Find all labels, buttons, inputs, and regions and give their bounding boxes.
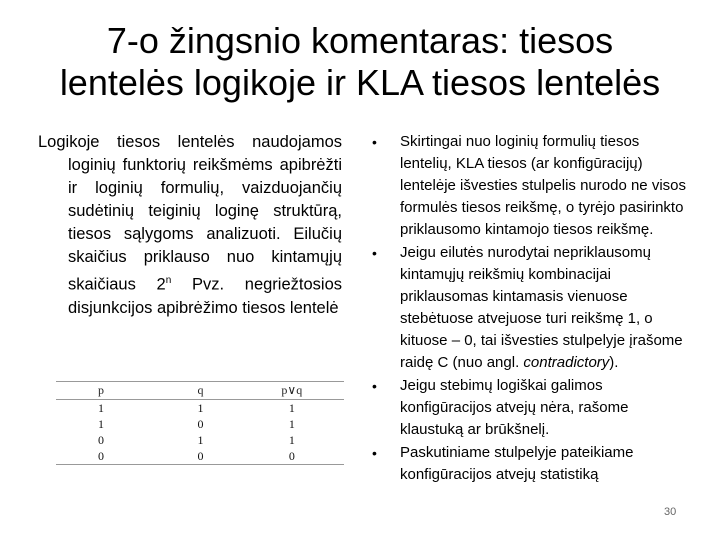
cell: 0 — [98, 432, 104, 447]
truth-table — [56, 381, 344, 465]
cell: 0 — [197, 416, 204, 431]
slide-title — [20, 20, 700, 104]
cell: 1 — [288, 432, 295, 447]
bullet-icon: • — [372, 378, 377, 394]
bullet-text: Jeigu eilutės nurodytai nepriklausomų kintamųjų reikšmių kombinacijai priklausomas kintamasis vienuose stebėtuose atvejuose turi reikšmę 1, o kituose – 0, tai išvesties stulpelyje įrašome raidę C (nuo angl. — [400, 244, 683, 371]
title-line-2: lentelės logikoje ir KLA tiesos lentelės — [59, 62, 661, 103]
exponent: n — [165, 275, 172, 286]
list-item — [372, 131, 692, 241]
list-item — [372, 442, 692, 486]
table-row — [56, 416, 344, 432]
cell: 1 — [288, 400, 295, 415]
bullet-text: Jeigu stebimų logiškai galimos konfigūracijos atvejų nėra, rašome klaustuką ar brūkšnelį. — [400, 377, 629, 438]
list-item — [372, 375, 692, 441]
page-number: 30 — [664, 506, 677, 518]
header-p: p — [56, 382, 161, 400]
header-q: q — [161, 382, 239, 400]
bullet-italic-term: contradictory — [523, 354, 610, 371]
header-p-or-q: p∨q — [240, 382, 344, 400]
truth-table-header-row — [56, 382, 344, 400]
bullet-text: Skirtingai nuo loginių formulių tiesos lentelių, KLA tiesos (ar konfigūracijų) lentelėje išvesties stulpelis nurodo ne visos formulės tiesos reikšmę, o tyrėjo pasirinkto priklausomo kintamojo tiesos reikšmę. — [400, 133, 686, 238]
bullet-list — [372, 131, 692, 487]
list-item — [372, 242, 692, 374]
cell: 1 — [98, 416, 104, 431]
bullet-icon: • — [372, 445, 377, 461]
bullet-icon: • — [372, 134, 377, 150]
left-paragraph-main: Logikoje tiesos lentelės naudojamos loginių funktorių reikšmėms apibrėžti ir loginių formulių, vaizduojančių sudėtinių teiginių loginę struktūrą, tiesos sąlygoms analizuoti. Eilučių skaičius priklauso nuo kintamųjų skaičiaus 2 — [38, 133, 342, 294]
cell: 0 — [161, 448, 239, 465]
cell: 0 — [56, 448, 161, 465]
table-row — [56, 448, 344, 465]
cell: 1 — [98, 400, 104, 415]
table-row — [56, 400, 344, 417]
cell: 1 — [288, 416, 295, 431]
table-row — [56, 432, 344, 448]
bullet-text: Paskutiniame stulpelyje pateikiame konfigūracijos atvejų statistiką — [400, 444, 634, 483]
bullet-icon: • — [372, 245, 377, 261]
cell: 0 — [240, 448, 344, 465]
title-line-1: 7-o žingsnio komentaras: tiesos — [106, 20, 614, 61]
cell: 1 — [197, 400, 204, 415]
cell: 1 — [197, 432, 204, 447]
bullet-text-tail: ). — [609, 354, 619, 371]
left-paragraph — [38, 131, 342, 320]
left-paragraph-end: Pvz. negriežtosios disjunkcijos apibrėžimo tiesos lentelė — [68, 275, 342, 317]
